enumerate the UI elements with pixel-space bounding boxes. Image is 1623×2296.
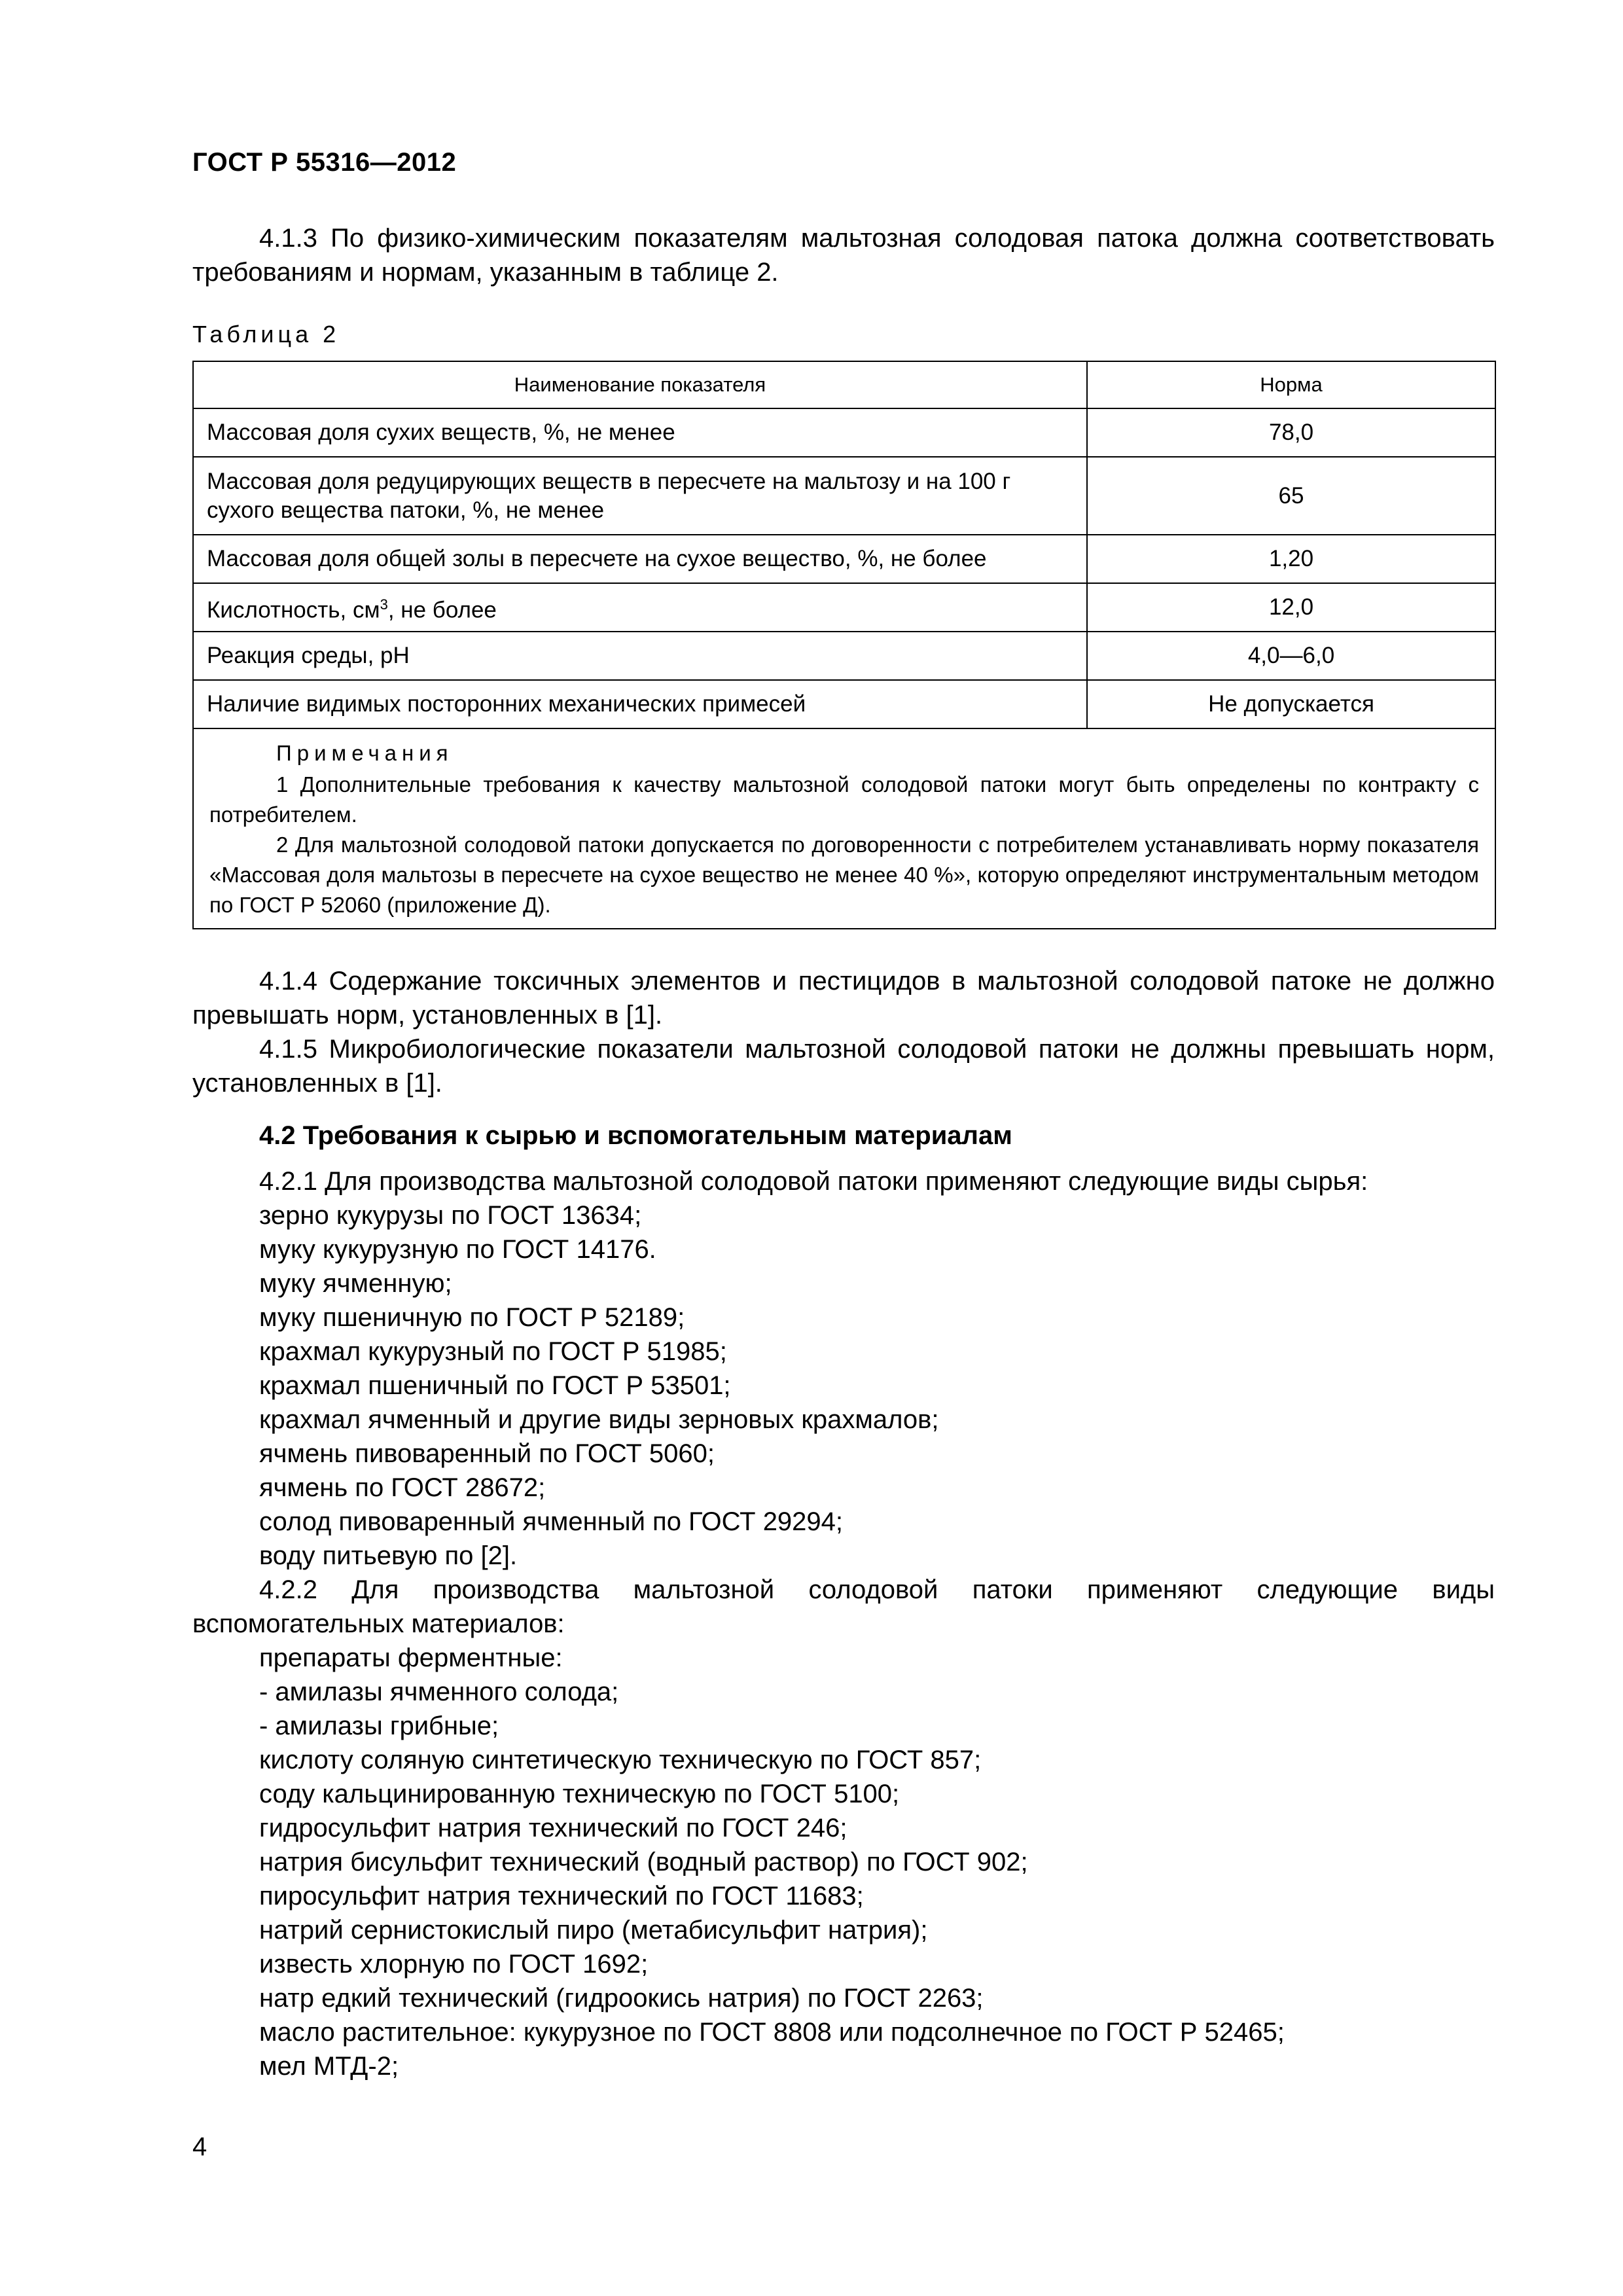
raw-materials-list (192, 1198, 1495, 1573)
list-item: известь хлорную по ГОСТ 1692; (259, 1950, 649, 1979)
list-item: натрий сернистокислый пиро (метабисульфит натрия); (259, 1916, 928, 1945)
list-item: мел МТД-2; (259, 2052, 399, 2081)
table-caption: Таблица 2 (192, 321, 340, 348)
list-item: ячмень по ГОСТ 28672; (259, 1473, 546, 1502)
table-row (193, 632, 1495, 680)
list-item: крахмал пшеничный по ГОСТ Р 53501; (259, 1371, 731, 1400)
paragraph-4-1-4: 4.1.4 Содержание токсичных элементов и пестицидов в мальтозной солодовой патоке не должно превышать норм, установленных в [1]. (192, 967, 1495, 1030)
header-norm: Норма (1087, 361, 1495, 408)
table-row (193, 535, 1495, 583)
paragraph-4-2-2: 4.2.2 Для производства мальтозной солодовой патоки применяют следующие виды вспомогательных материалов: (192, 1575, 1495, 1638)
indicator-name: Массовая доля редуцирующих веществ в пересчете на мальтозу и на 100 г сухого вещества патоки, %, не менее (193, 457, 1087, 535)
page-number: 4 (192, 2132, 207, 2161)
list-item: солод пивоваренный ячменный по ГОСТ 29294; (259, 1507, 844, 1536)
list-item: муку кукурузную по ГОСТ 14176. (259, 1235, 656, 1264)
indicator-norm: 4,0—6,0 (1087, 632, 1495, 680)
note-item: 2 Для мальтозной солодовой патоки допускается по договоренности с потребителем устанавливать норму показателя «Массовая доля мальтозы в пересчете на сухое вещество не менее 40 %», которую определяют инструментальным методом по ГОСТ Р 52060 (приложение Д). (209, 833, 1479, 917)
table-header-row (193, 361, 1495, 408)
table-row (193, 457, 1495, 535)
intro-block (192, 221, 1495, 289)
table-notes-row (193, 728, 1495, 929)
note-item: 1 Дополнительные требования к качеству мальтозной солодовой патоки могут быть определены по контракту с потребителем. (209, 772, 1479, 827)
indicator-name: Наличие видимых посторонних механических примесей (193, 680, 1087, 728)
list-item: воду питьевую по [2]. (259, 1541, 518, 1570)
list-item: крахмал ячменный и другие виды зерновых крахмалов; (259, 1405, 939, 1434)
norms-table (192, 361, 1496, 929)
list-item: зерно кукурузы по ГОСТ 13634; (259, 1201, 642, 1230)
list-item: - амилазы ячменного солода; (259, 1677, 619, 1706)
list-item: натр едкий технический (гидроокись натрия) по ГОСТ 2263; (259, 1984, 984, 2013)
list-item: крахмал кукурузный по ГОСТ Р 51985; (259, 1337, 727, 1366)
section-title-4-2: 4.2 Требования к сырью и вспомогательным материалам (259, 1121, 1012, 1150)
table-notes (193, 728, 1495, 929)
list-item: - амилазы грибные; (259, 1712, 499, 1740)
list-item: препараты ферментные: (259, 1643, 563, 1672)
list-item: гидросульфит натрия технический по ГОСТ 246; (259, 1814, 847, 1842)
list-item: натрия бисульфит технический (водный раствор) по ГОСТ 902; (259, 1848, 1028, 1876)
superscript: 3 (380, 596, 388, 613)
indicator-name: Массовая доля общей золы в пересчете на сухое вещество, %, не более (193, 535, 1087, 583)
indicator-norm: 78,0 (1087, 408, 1495, 457)
indicator-norm: 12,0 (1087, 583, 1495, 632)
aux-materials-list (192, 1641, 1495, 2083)
list-item: пиросульфит натрия технический по ГОСТ 11683; (259, 1882, 864, 1910)
indicator-name-part: Кислотность, см (207, 597, 380, 623)
list-item: кислоту соляную синтетическую техническую по ГОСТ 857; (259, 1746, 982, 1774)
indicator-name: Реакция среды, pH (193, 632, 1087, 680)
table-row (193, 680, 1495, 728)
paragraph-4-1-3: 4.1.3 По физико-химическим показателям мальтозная солодовая патока должна соответствовать требованиям и нормам, указанным в таблице 2. (192, 224, 1495, 287)
paragraph-4-2-1: 4.2.1 Для производства мальтозной солодовой патоки применяют следующие виды сырья: (259, 1167, 1368, 1196)
indicator-name: Массовая доля сухих веществ, %, не менее (193, 408, 1087, 457)
list-item: соду кальцинированную техническую по ГОСТ 5100; (259, 1780, 900, 1808)
standard-code: ГОСТ Р 55316—2012 (192, 148, 457, 177)
table-row (193, 408, 1495, 457)
notes-title: Примечания (276, 741, 454, 765)
indicator-norm: Не допускается (1087, 680, 1495, 728)
indicator-norm: 1,20 (1087, 535, 1495, 583)
list-item: муку ячменную; (259, 1269, 452, 1298)
indicator-name-part: , не более (387, 597, 497, 623)
list-item: масло растительное: кукурузное по ГОСТ 8808 или подсолнечное по ГОСТ Р 52465; (259, 2018, 1285, 2047)
table-row (193, 583, 1495, 632)
indicator-norm: 65 (1087, 457, 1495, 535)
header-indicator-name: Наименование показателя (193, 361, 1087, 408)
list-item: ячмень пивоваренный по ГОСТ 5060; (259, 1439, 715, 1468)
body-text (192, 964, 1495, 2083)
paragraph-4-1-5: 4.1.5 Микробиологические показатели мальтозной солодовой патоки не должны превышать норм, установленных в [1]. (192, 1035, 1495, 1098)
indicator-name (193, 583, 1087, 632)
list-item: муку пшеничную по ГОСТ Р 52189; (259, 1303, 685, 1332)
